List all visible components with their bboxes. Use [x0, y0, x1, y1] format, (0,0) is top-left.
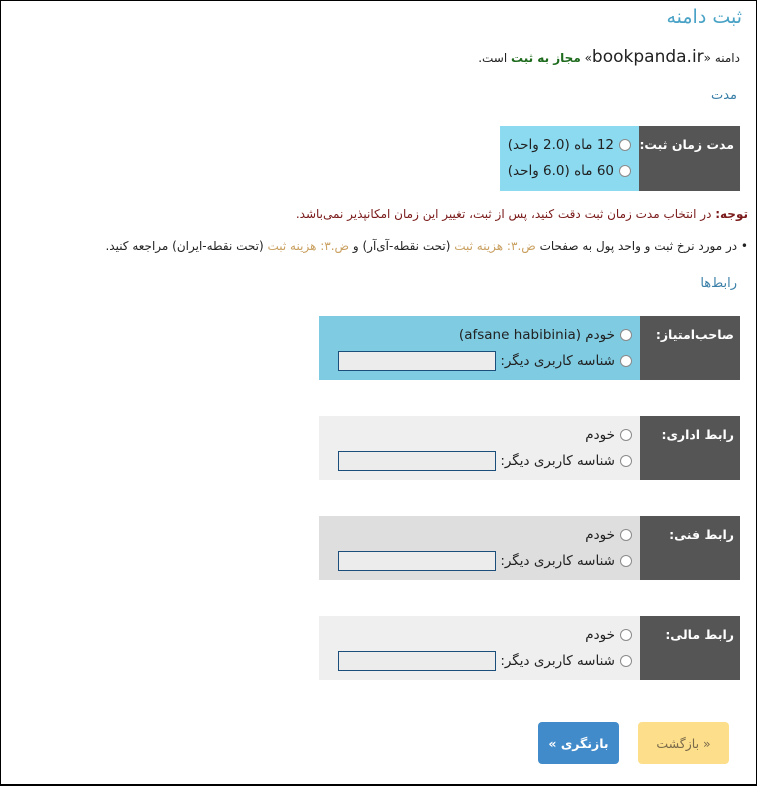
- contact-panel-finance: [319, 616, 740, 680]
- option-label: شناسه کاربری دیگر:: [500, 553, 615, 569]
- other-user-option[interactable]: [319, 648, 632, 674]
- radio-icon[interactable]: [619, 139, 631, 151]
- contact-panel-owner: [319, 316, 740, 380]
- other-user-id-input[interactable]: [338, 651, 496, 671]
- section-heading-duration: مدت: [710, 88, 737, 103]
- contact-label: رابط اداری:: [640, 416, 740, 480]
- option-label: شناسه کاربری دیگر:: [500, 453, 615, 469]
- info-text: (تحت نقطه-ایران) مراجعه کنید.: [105, 239, 268, 253]
- other-user-option[interactable]: [319, 548, 632, 574]
- radio-icon[interactable]: [619, 165, 631, 177]
- duration-option-12[interactable]: [500, 132, 631, 158]
- pricing-link-iran[interactable]: ض.۳: هزینه ثبت: [267, 239, 350, 253]
- radio-icon[interactable]: [620, 529, 632, 541]
- page-title: ثبت دامنه: [666, 6, 742, 28]
- note-bold: توجه:: [715, 207, 748, 221]
- domain-name: bookpanda.ir: [591, 47, 704, 67]
- domain-suffix: است.: [478, 51, 512, 65]
- note-text: در انتخاب مدت زمان ثبت دقت کنید، پس از ثبت، تغییر این زمان امکانپذیر نمی‌باشد.: [295, 207, 716, 221]
- warning-note: [296, 207, 748, 221]
- info-text: (تحت نقطه-آی‌آر) و: [349, 239, 455, 253]
- contact-label: رابط مالی:: [640, 616, 740, 680]
- contact-options: [319, 316, 640, 380]
- option-label: خودم: [585, 627, 615, 643]
- domain-prefix: دامنه «: [703, 51, 740, 65]
- contact-options: [319, 516, 640, 580]
- info-text: در مورد نرخ ثبت و واحد پول به صفحات: [535, 239, 738, 253]
- radio-icon[interactable]: [620, 629, 632, 641]
- self-option[interactable]: [319, 522, 632, 548]
- other-user-option[interactable]: [319, 448, 632, 474]
- radio-icon[interactable]: [620, 455, 632, 467]
- section-heading-contacts: رابط‌ها: [700, 276, 737, 291]
- radio-icon[interactable]: [620, 429, 632, 441]
- radio-icon[interactable]: [620, 329, 632, 341]
- duration-panel: [500, 126, 740, 191]
- contact-panel-tech: [319, 516, 740, 580]
- self-option[interactable]: [319, 422, 632, 448]
- other-user-id-input[interactable]: [338, 351, 496, 371]
- option-label: خودم: [585, 427, 615, 443]
- bullet-icon: •: [737, 239, 748, 253]
- other-user-id-input[interactable]: [338, 451, 496, 471]
- radio-icon[interactable]: [620, 555, 632, 567]
- availability-status: مجاز به ثبت: [511, 51, 581, 65]
- option-label: خودم: [585, 527, 615, 543]
- other-user-option[interactable]: [319, 348, 632, 374]
- option-label: 60 ماه (6.0 واحد): [507, 163, 614, 179]
- duration-options: [500, 126, 639, 191]
- contact-label: رابط فنی:: [640, 516, 740, 580]
- review-button[interactable]: بازنگری »: [538, 722, 619, 764]
- contact-panel-admin: [319, 416, 740, 480]
- pricing-link-ir[interactable]: ض.۳: هزینه ثبت: [454, 239, 536, 253]
- option-label: شناسه کاربری دیگر:: [500, 353, 615, 369]
- self-option[interactable]: [319, 322, 632, 348]
- radio-icon[interactable]: [620, 355, 632, 367]
- radio-icon[interactable]: [620, 655, 632, 667]
- option-label: شناسه کاربری دیگر:: [500, 653, 615, 669]
- option-label: خودم (afsane habibinia): [458, 327, 615, 343]
- pricing-info: [105, 239, 748, 253]
- duration-label: مدت زمان ثبت:: [639, 126, 740, 191]
- back-button[interactable]: « بازگشت: [638, 722, 729, 764]
- contact-label: صاحب‌امتیاز:: [640, 316, 740, 380]
- domain-status-line: [478, 47, 740, 67]
- contact-options: [319, 416, 640, 480]
- domain-mid: »: [580, 51, 592, 65]
- self-option[interactable]: [319, 622, 632, 648]
- other-user-id-input[interactable]: [338, 551, 496, 571]
- contact-options: [319, 616, 640, 680]
- duration-option-60[interactable]: [500, 158, 631, 184]
- option-label: 12 ماه (2.0 واحد): [507, 137, 614, 153]
